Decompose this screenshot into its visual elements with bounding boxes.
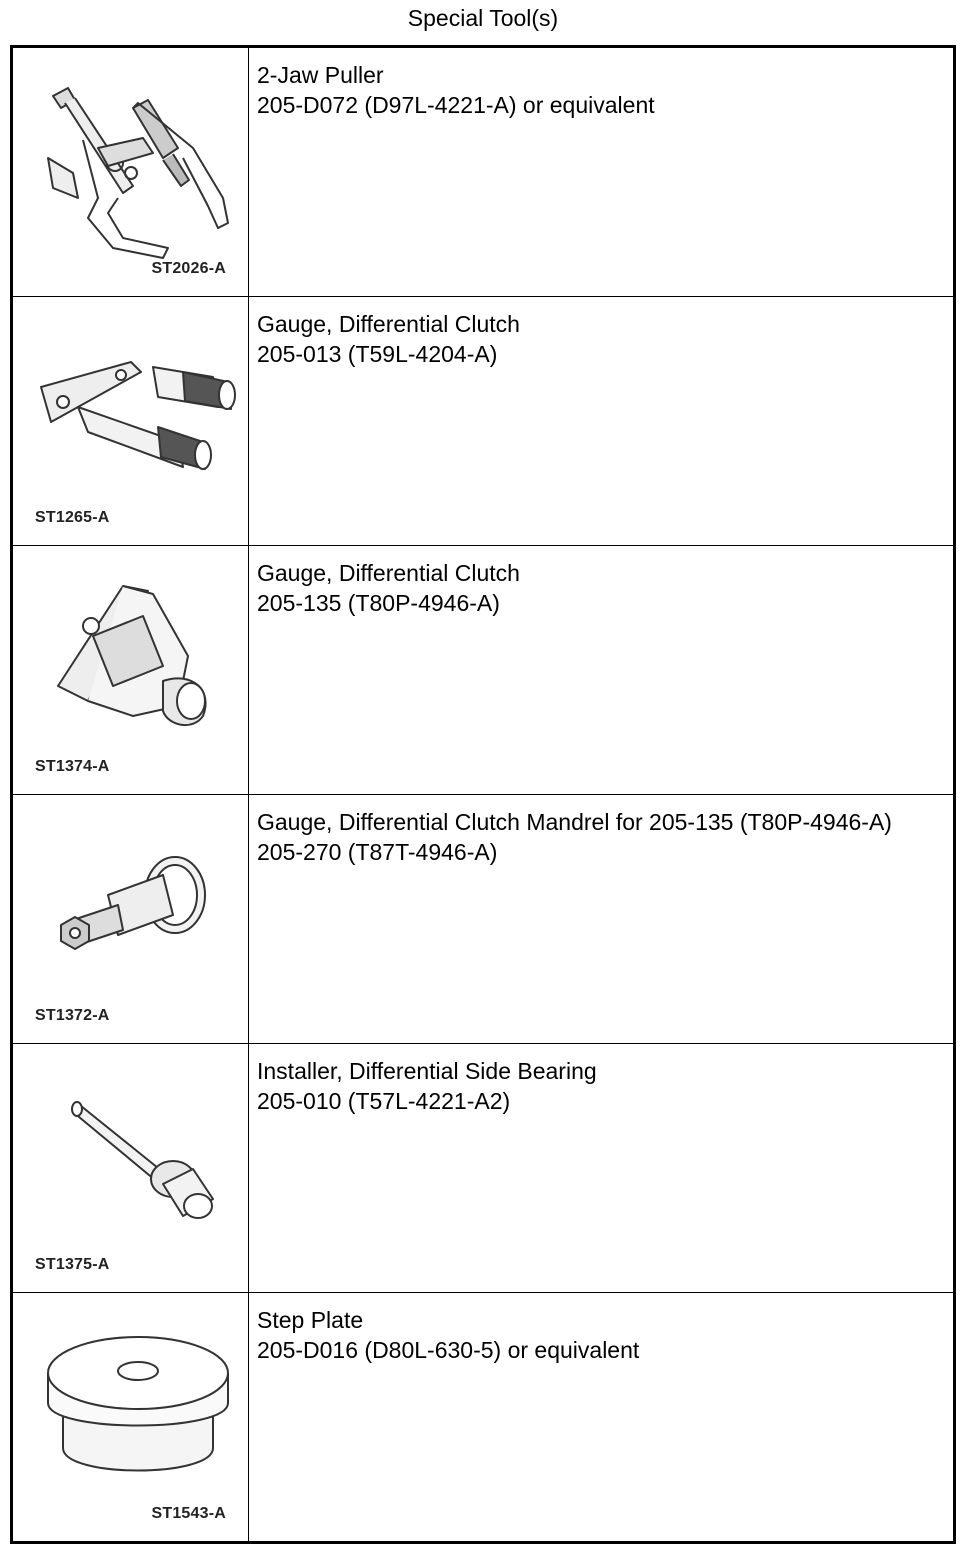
tool-part-number: 205-013 (T59L-4204-A): [257, 341, 498, 367]
table-row: [12, 795, 955, 1044]
tool-image-code: ST1374-A: [35, 758, 110, 775]
tool-name: Gauge, Differential Clutch: [257, 311, 520, 337]
tool-image-code: ST2026-A: [151, 260, 226, 277]
table-row: [12, 1293, 955, 1543]
special-tools-table: [10, 45, 956, 1544]
tool-part-number: 205-270 (T87T-4946-A): [257, 839, 498, 865]
table-row: [12, 1044, 955, 1293]
tool-image-code: ST1265-A: [35, 509, 110, 526]
tool-description-cell: [249, 795, 955, 1044]
tool-image-cell: [12, 1293, 249, 1543]
differential-clutch-gauge-icon: [13, 297, 248, 533]
tool-name: 2-Jaw Puller: [257, 62, 384, 88]
tool-image-code: ST1375-A: [35, 1256, 110, 1273]
tool-name: Gauge, Differential Clutch Mandrel for 205-135 (T80P-4946-A): [257, 809, 892, 835]
tool-image-cell: [12, 297, 249, 546]
table-row: [12, 546, 955, 795]
table-row: [12, 47, 955, 297]
tool-description-cell: [249, 1293, 955, 1543]
tool-description-cell: [249, 297, 955, 546]
tool-name: Step Plate: [257, 1307, 364, 1333]
tool-image-code: ST1543-A: [151, 1505, 226, 1522]
tool-image-cell: [12, 47, 249, 297]
page-title: Special Tool(s): [407, 5, 559, 31]
side-bearing-installer-icon: [13, 1044, 248, 1280]
tool-part-number: 205-010 (T57L-4221-A2): [257, 1088, 511, 1114]
tool-description-cell: [249, 546, 955, 795]
tool-part-number: 205-D072 (D97L-4221-A) or equivalent: [257, 92, 655, 118]
tool-name: Installer, Differential Side Bearing: [257, 1058, 597, 1084]
differential-clutch-gauge-block-icon: [13, 546, 248, 782]
tool-name: Gauge, Differential Clutch: [257, 560, 520, 586]
tool-image-cell: [12, 1044, 249, 1293]
tool-part-number: 205-D016 (D80L-630-5) or equivalent: [257, 1337, 640, 1363]
tool-description-cell: [249, 1044, 955, 1293]
clutch-mandrel-icon: [13, 795, 248, 1031]
tool-part-number: 205-135 (T80P-4946-A): [257, 590, 500, 616]
two-jaw-puller-icon: [13, 48, 248, 284]
tool-image-code: ST1372-A: [35, 1007, 110, 1024]
tool-description-cell: [249, 47, 955, 297]
tool-image-cell: [12, 795, 249, 1044]
table-row: [12, 297, 955, 546]
step-plate-icon: [13, 1293, 248, 1529]
tool-image-cell: [12, 546, 249, 795]
